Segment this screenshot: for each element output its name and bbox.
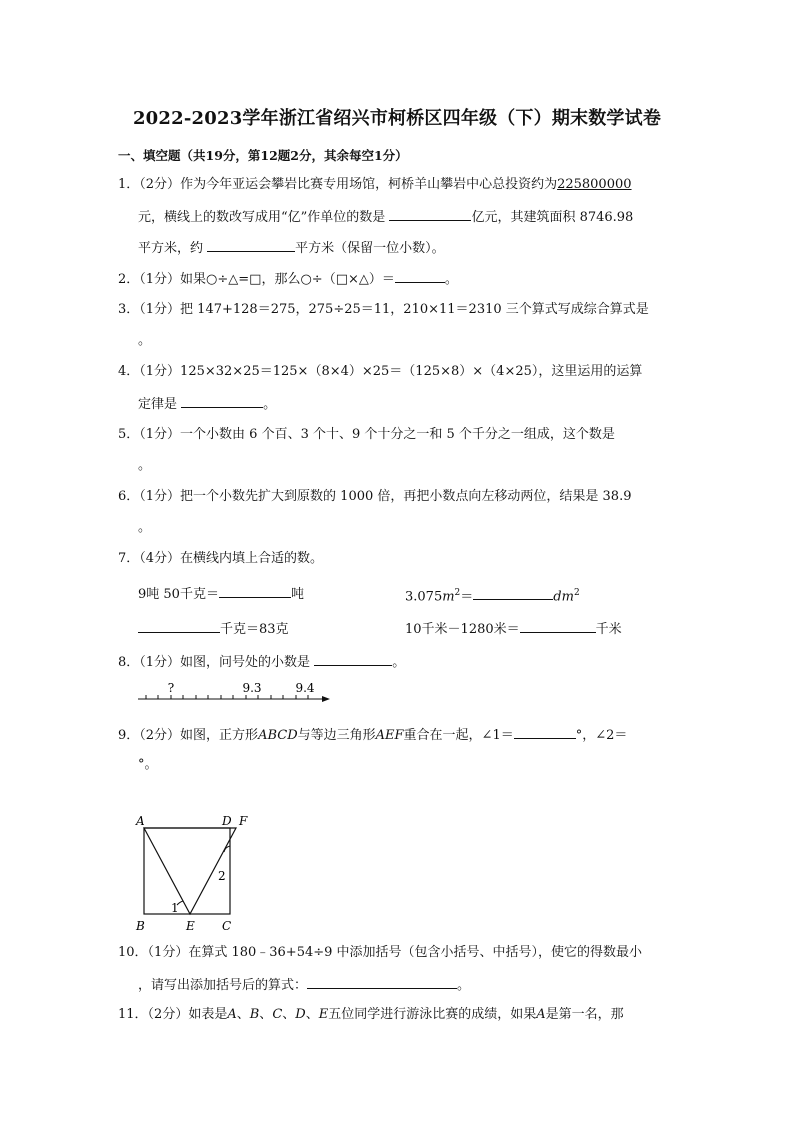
point-label-e: E [186, 919, 195, 933]
question-score: （2分） [139, 177, 181, 192]
question-5-line-2: 。 [138, 458, 152, 473]
page-title: 2022-2023学年浙江省绍兴市柯桥区四年级（下）期末数学试卷 [132, 108, 662, 129]
answer-blank[interactable] [307, 976, 457, 989]
angle-2-arc [224, 846, 230, 852]
point-label-f: F [239, 814, 248, 828]
answer-blank[interactable] [520, 620, 596, 633]
answer-blank[interactable] [395, 270, 445, 283]
question-3-line-2: 。 [138, 333, 152, 348]
question-1-line-3: 平方米，约 平方米（保留一位小数）。 [138, 241, 445, 256]
question-3-line-1: 3．（1分）把 147+128＝275，275÷25＝11，210×11＝2310 三个算式写成综合算式是 [118, 302, 649, 317]
point-label-a: A [136, 814, 145, 828]
number-line-figure [134, 680, 334, 708]
question-7-part-a: 9吨 50千克＝ 吨 [138, 587, 304, 602]
question-6-line-2: 。 [138, 520, 152, 535]
question-11-line-1: 11．（2分）如表是A、B、C、D、E五位同学进行游泳比赛的成绩，如果A是第一名，那 [118, 1007, 624, 1022]
angle-2-label: 2 [218, 869, 226, 883]
answer-blank[interactable] [219, 585, 291, 598]
question-7-part-d: 10千米－1280米＝ 千米 [405, 622, 622, 637]
tick-label-9-4: 9.4 [295, 681, 315, 695]
answer-blank[interactable] [138, 620, 220, 633]
point-label-b: B [136, 919, 145, 933]
answer-blank[interactable] [514, 726, 576, 739]
geometry-figure [132, 810, 262, 935]
question-1-line-1: 1．（2分）作为今年亚运会攀岩比赛专用场馆，柯桥羊山攀岩中心总投资约为225800000 [118, 177, 632, 192]
question-2: 2．（1分）如果○÷△=□，那么○÷（□×△）＝ 。 [118, 272, 458, 287]
question-7-part-b: $3.075m^2= dm^2$ [405, 588, 580, 605]
question-6-line-1: 6．（1分）把一个小数先扩大到原数的 1000 倍，再把小数点向左移动两位，结果是 38.9 [118, 489, 632, 504]
tick-label-9-3: 9.3 [242, 681, 262, 695]
amount-underlined: 225800000 [557, 177, 632, 192]
question-9-line-2: °。 [138, 757, 158, 772]
point-label-d: D [222, 814, 232, 828]
question-8: 8．（1分）如图，问号处的小数是 。 [118, 655, 406, 670]
question-4-line-1: 4．（1分）125×32×25＝125×（8×4）×25＝（125×8）×（4×25），这里运用的运算 [118, 364, 643, 379]
arrow-head [322, 696, 330, 702]
answer-blank[interactable] [207, 239, 295, 252]
number-line-ticks [146, 695, 308, 699]
tick-label-question: ? [167, 681, 175, 695]
angle-1-label: 1 [171, 901, 179, 915]
question-10-line-2: ，请写出添加括号后的算式： 。 [138, 978, 471, 993]
section-heading-fill-in: 一、填空题（共19分，第12题2分，其余每空1分） [118, 148, 408, 163]
answer-blank[interactable] [314, 653, 392, 666]
question-9-line-1: 9．（2分）如图，正方形ABCD与等边三角形AEF重合在一起，∠1＝ °，∠2＝ [118, 728, 628, 743]
question-7-part-c: 千克＝83克 [138, 620, 289, 638]
question-5-line-1: 5．（1分）一个小数由 6 个百、3 个十、9 个十分之一和 5 个千分之一组成，这个数是 [118, 427, 615, 442]
question-10-line-1: 10．（1分）在算式 180﹣36+54÷9 中添加括号（包含小括号、中括号），使它的得数最小 [118, 945, 643, 960]
question-number: 1． [118, 177, 140, 192]
question-7: 7．（4分）在横线内填上合适的数。 [118, 551, 324, 566]
question-4-line-2: 定律是 。 [138, 397, 277, 412]
question-1-line-2: 元，横线上的数改写成用“亿”作单位的数是 亿元，其建筑面积 8746.98 [138, 210, 634, 225]
answer-blank[interactable] [473, 587, 553, 600]
answer-blank[interactable] [389, 208, 471, 221]
point-label-c: C [222, 919, 232, 933]
answer-blank[interactable] [181, 395, 263, 408]
